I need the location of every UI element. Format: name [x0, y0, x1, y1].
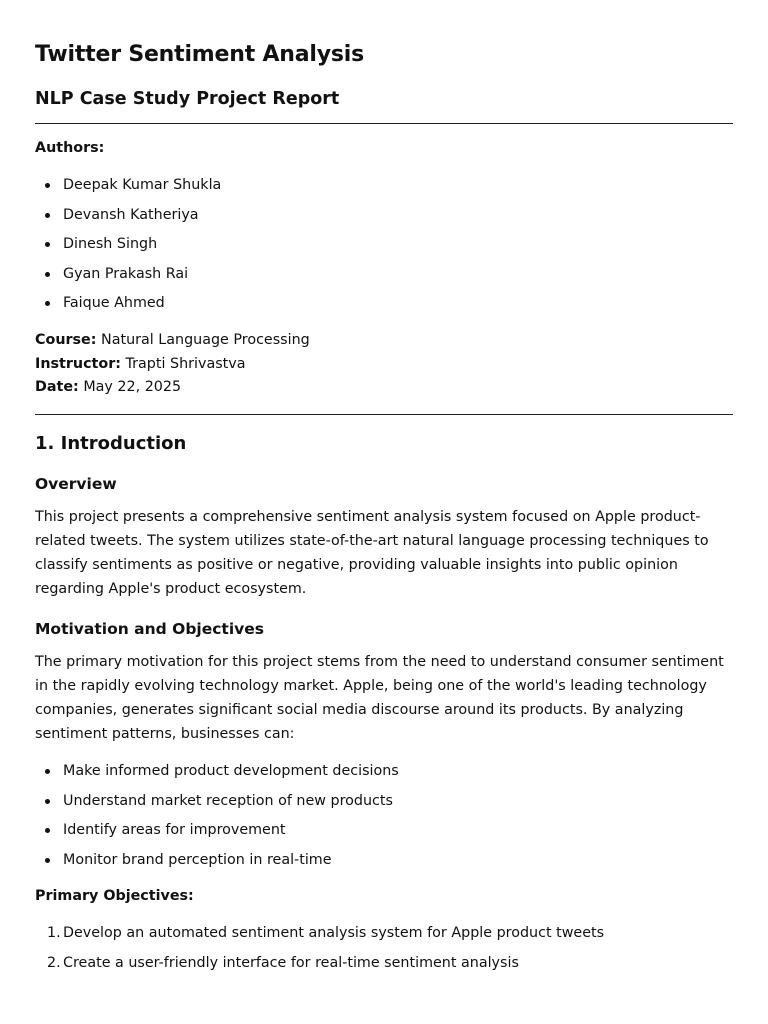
course-value: Natural Language Processing — [101, 332, 310, 348]
course-line: Course: Natural Language Processing — [35, 332, 310, 348]
list-item: Understand market reception of new products — [35, 790, 733, 820]
motivation-heading: Motivation and Objectives — [35, 620, 264, 638]
list-item: Make informed product development decisions — [35, 760, 733, 790]
author-item: Faique Ahmed — [35, 292, 733, 322]
meta-info — [35, 329, 733, 400]
bullet-icon — [45, 213, 50, 218]
objectives-label: Primary Objectives: — [35, 888, 194, 904]
benefits-list — [35, 760, 733, 878]
author-item: Devansh Katheriya — [35, 204, 733, 234]
objectives-list — [35, 922, 733, 981]
introduction-heading: 1. Introduction — [35, 433, 187, 454]
authors-list-wrapper — [35, 174, 733, 322]
author-item: Gyan Prakash Rai — [35, 263, 733, 293]
bullet-icon — [45, 301, 50, 306]
bullet-icon — [45, 858, 50, 863]
bullet-icon — [45, 769, 50, 774]
author-item: Dinesh Singh — [35, 233, 733, 263]
list-item: 1. Develop an automated sentiment analysis system for Apple product tweets — [47, 925, 605, 941]
motivation-paragraph: The primary motivation for this project stems from the need to understand consumer sentiment in the rapidly evolving technology market. Apple, being one of the world's leading technology companies, generates significant social media discourse around its products. By analyzing sentiment patterns, businesses can: — [35, 654, 724, 742]
divider-top — [35, 123, 733, 124]
overview-paragraph: This project presents a comprehensive sentiment analysis system focused on Apple product-related tweets. The system utilizes state-of-the-art natural language processing techniques to classify sentiments as positive or negative, providing valuable insights into public opinion regarding Apple's product ecosystem. — [35, 509, 709, 597]
author-item: Deepak Kumar Shukla — [35, 174, 733, 204]
divider-bottom — [35, 414, 733, 415]
authors-label: Authors: — [35, 140, 105, 156]
date-value: May 22, 2025 — [83, 379, 182, 395]
bullet-icon — [45, 799, 50, 804]
report-title: Twitter Sentiment Analysis — [35, 42, 365, 67]
authors-list — [35, 174, 733, 322]
objectives-list-wrapper — [35, 922, 733, 981]
bullet-icon — [45, 272, 50, 277]
list-item: Monitor brand perception in real-time — [35, 849, 733, 879]
bullet-icon — [45, 828, 50, 833]
overview-heading: Overview — [35, 475, 117, 493]
list-item: Identify areas for improvement — [35, 819, 733, 849]
bullet-icon — [45, 242, 50, 247]
date-line: Date: May 22, 2025 — [35, 379, 182, 395]
benefits-list-wrapper — [35, 760, 733, 878]
instructor-line: Instructor: Trapti Shrivastva — [35, 355, 246, 372]
report-subtitle: NLP Case Study Project Report — [35, 89, 340, 109]
instructor-value: Trapti Shrivastva — [125, 355, 246, 372]
bullet-icon — [45, 183, 50, 188]
list-item: 2. Create a user-friendly interface for real-time sentiment analysis — [47, 954, 519, 971]
